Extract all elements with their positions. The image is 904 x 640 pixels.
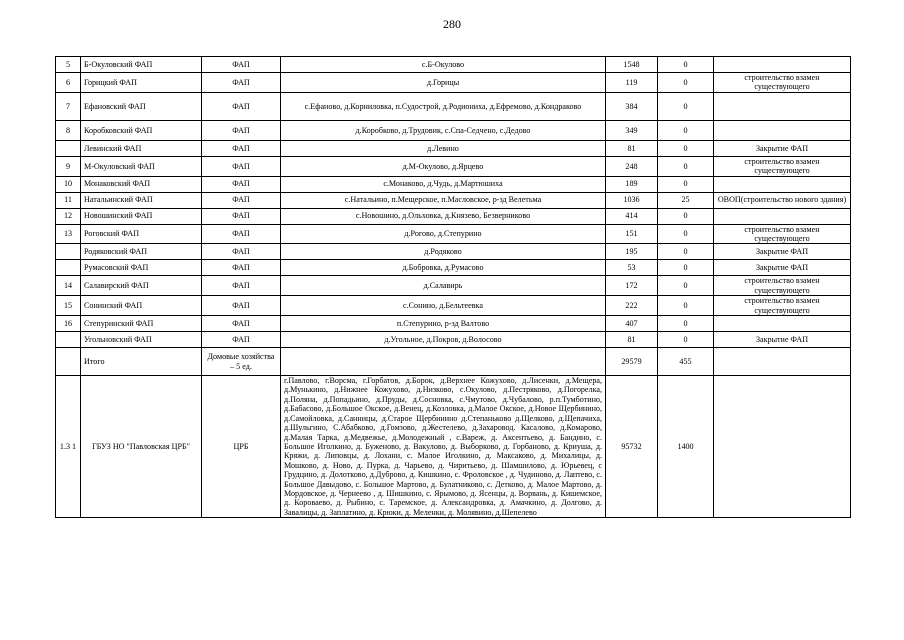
population: 95732 (606, 376, 658, 518)
row-number: 14 (56, 276, 81, 296)
table-row (56, 276, 851, 296)
served-settlements: д.Рогово, д.Степурино (281, 224, 606, 244)
facility-type: ФАП (202, 316, 281, 332)
facilities-table (55, 56, 851, 518)
children-count: 0 (658, 92, 714, 120)
children-count: 25 (658, 192, 714, 208)
table-row (56, 57, 851, 73)
table-row (56, 208, 851, 224)
population: 384 (606, 92, 658, 120)
served-settlements: с.Монаково, д.Чудь, д.Мартюшиха (281, 176, 606, 192)
served-settlements: д.Угольное, д.Покров, д.Волосово (281, 332, 606, 348)
note: Закрытие ФАП (714, 260, 851, 276)
served-settlements: п.Степурино, р-зд Валтово (281, 316, 606, 332)
children-count: 0 (658, 296, 714, 316)
table-row (56, 332, 851, 348)
note: Закрытие ФАП (714, 140, 851, 156)
children-count: 1400 (658, 376, 714, 518)
row-number (56, 140, 81, 156)
facility-type: ФАП (202, 276, 281, 296)
facility-name: Румасовский ФАП (81, 260, 202, 276)
served-settlements (281, 348, 606, 376)
facility-name: Натальинский ФАП (81, 192, 202, 208)
facility-name: Родяковский ФАП (81, 244, 202, 260)
facility-type: ФАП (202, 224, 281, 244)
served-settlements: с.Ефаново, д.Корниловка, п.Судострой, д.Родиониха, д.Ефремово, д.Кондраково (281, 92, 606, 120)
row-number (56, 244, 81, 260)
row-number: 13 (56, 224, 81, 244)
table-row (56, 140, 851, 156)
facility-name: Новошинский ФАП (81, 208, 202, 224)
children-count: 0 (658, 156, 714, 176)
note: Закрытие ФАП (714, 332, 851, 348)
table-row (56, 92, 851, 120)
facility-name: Угольновский ФАП (81, 332, 202, 348)
children-count: 0 (658, 57, 714, 73)
population: 1036 (606, 192, 658, 208)
row-number: 16 (56, 316, 81, 332)
note: ОВОП(строительство нового здания) (714, 192, 851, 208)
note (714, 376, 851, 518)
table-row (56, 244, 851, 260)
total-row (56, 348, 851, 376)
facility-name: Горицкий ФАП (81, 73, 202, 93)
population: 81 (606, 332, 658, 348)
row-number: 9 (56, 156, 81, 176)
facility-name: Салавирский ФАП (81, 276, 202, 296)
served-settlements: д.Левино (281, 140, 606, 156)
table-row (56, 260, 851, 276)
served-settlements: с.Б-Окулово (281, 57, 606, 73)
table-body (56, 57, 851, 518)
facility-type: ФАП (202, 57, 281, 73)
note: строительство взамен существующего (714, 296, 851, 316)
row-number: 12 (56, 208, 81, 224)
table-row (56, 316, 851, 332)
children-count: 0 (658, 176, 714, 192)
facility-name: Ефановский ФАП (81, 92, 202, 120)
note: строительство взамен существующего (714, 276, 851, 296)
population: 414 (606, 208, 658, 224)
served-settlements: д.Салавирь (281, 276, 606, 296)
population: 407 (606, 316, 658, 332)
note (714, 176, 851, 192)
facility-type: ФАП (202, 192, 281, 208)
row-number: 6 (56, 73, 81, 93)
population: 1548 (606, 57, 658, 73)
table-row (56, 73, 851, 93)
note (714, 57, 851, 73)
served-settlements: д.Бобровка, д.Румасово (281, 260, 606, 276)
note: Закрытие ФАП (714, 244, 851, 260)
children-count: 0 (658, 332, 714, 348)
population: 81 (606, 140, 658, 156)
row-number: 5 (56, 57, 81, 73)
facility-type: ФАП (202, 332, 281, 348)
population: 222 (606, 296, 658, 316)
children-count: 0 (658, 120, 714, 140)
facility-name: Левинский ФАП (81, 140, 202, 156)
facility-type: ФАП (202, 92, 281, 120)
row-number: 7 (56, 92, 81, 120)
served-settlements: с.Сонино, д.Бельтеевка (281, 296, 606, 316)
row-number: 1.3 1 (56, 376, 81, 518)
page-number: 280 (443, 17, 461, 31)
row-number: 15 (56, 296, 81, 316)
population: 172 (606, 276, 658, 296)
table-row (56, 176, 851, 192)
population: 195 (606, 244, 658, 260)
facility-name: Коробковский ФАП (81, 120, 202, 140)
note (714, 120, 851, 140)
served-settlements: с.Натальино, п.Мещерское, п.Масловское, р-зд Велетьма (281, 192, 606, 208)
children-count: 0 (658, 208, 714, 224)
row-number (56, 260, 81, 276)
facility-type: ФАП (202, 140, 281, 156)
children-count: 0 (658, 244, 714, 260)
facility-type: ФАП (202, 260, 281, 276)
note: строительство взамен существующего (714, 73, 851, 93)
children-count: 0 (658, 260, 714, 276)
row-number (56, 332, 81, 348)
table-row (56, 296, 851, 316)
facility-name: ГБУЗ НО "Павловская ЦРБ" (81, 376, 202, 518)
total-children: 455 (658, 348, 714, 376)
facility-type: ФАП (202, 244, 281, 260)
facility-name: Монаковский ФАП (81, 176, 202, 192)
children-count: 0 (658, 140, 714, 156)
total-label: Итого (81, 348, 202, 376)
facility-type: ФАП (202, 120, 281, 140)
facility-type: ФАП (202, 176, 281, 192)
note (714, 348, 851, 376)
population: 248 (606, 156, 658, 176)
facility-name: М-Окуловский ФАП (81, 156, 202, 176)
row-number: 10 (56, 176, 81, 192)
note: строительство взамен существующего (714, 156, 851, 176)
table-row (56, 120, 851, 140)
crb-row (56, 376, 851, 518)
row-number: 11 (56, 192, 81, 208)
served-settlements: д.Родяково (281, 244, 606, 260)
facility-type: ФАП (202, 156, 281, 176)
note: строительство взамен существующего (714, 224, 851, 244)
served-settlements: г.Павлово, г.Ворсма, г.Горбатов, д.Борок, д.Верхнее Кожухово, д.Лисенки, д.Мещера, д.Мунькино, д.Нижнее Кожухово, д.Низково, с.Окулово, д.Пестряково, д.Погорелка, д.Поляна, д.Попадьино, д.Пруды, д.Сосновка, с.Чмутово, д.Чубалово, р.п.Тумботино, д.Бабасово, д.Большое Окское, д.Венец, д.Козловка, д.Малое Окское, д.Новое Щербинино, д.Самойловка, д.Санницы, д.Старое Щербинино д.Степаньково д.Щелково, д.Щепачиха, д.Шульгино, С.Абабково, д.Гомзово, д.Жестелево, д.Захаровод. Касалово, д.Комарово, д.Малая Тарка, д.Медвежье, д.Молодежный , с.Вареж, д. Аксентьево, д. Бандино, с. Большое Иголкино, д. Буженово, д. Вакулово, д. Выборково, д. Горбаново, д. Криуша, д. Кряжи, д. Липовцы, д. Лохани, с. Малое Иголкино, д. Максаково, д. Михалицы, д. Мошково, д. Ново, д. Пурка, д. Чарьево, д. Чиритьево, д. Шамшилово, д. Юрьевец, с Грудцино, д. Долотково, д.Дуброво, д. Кишкино, с. Фроловское , д. Чудиново, д. Лаптево, с. Большое Давыдово, с. Большое Мартово, д. Булатниково, с. Детково, д. Малое Мартово, д. Мордовское, д. Чернеево , д. Шишкино, с. Ярымово, д. Ясенцы, д. Ворвань, д. Кишемское, д. Короваево, д. Рыбино, с. Таремское, д. Александровка, д. Амачкино, д. Долгово, д. Завалицы, д. Заплатино, д. Крюки, д. Меленки, д. Молявино, д.Шепелево (281, 376, 606, 518)
facility-type: ФАП (202, 296, 281, 316)
children-count: 0 (658, 316, 714, 332)
served-settlements: с.Новошино, д.Ольховка, д.Князево, Безверниково (281, 208, 606, 224)
population: 119 (606, 73, 658, 93)
total-type: Домовые хозяйства – 5 ед. (202, 348, 281, 376)
population: 151 (606, 224, 658, 244)
facility-name: Сонинский ФАП (81, 296, 202, 316)
facility-name: Степуринский ФАП (81, 316, 202, 332)
table-row (56, 224, 851, 244)
total-population: 29579 (606, 348, 658, 376)
facility-type: ЦРБ (202, 376, 281, 518)
population: 349 (606, 120, 658, 140)
children-count: 0 (658, 276, 714, 296)
served-settlements: д.М-Окулово, д.Ярцево (281, 156, 606, 176)
served-settlements: д.Коробково, д.Трудовик, с.Спа-Седчено, с.Дедово (281, 120, 606, 140)
table-row (56, 192, 851, 208)
facility-name: Б-Окуловский ФАП (81, 57, 202, 73)
row-number: 8 (56, 120, 81, 140)
row-number (56, 348, 81, 376)
population: 189 (606, 176, 658, 192)
facility-type: ФАП (202, 73, 281, 93)
note (714, 208, 851, 224)
table-row (56, 156, 851, 176)
served-settlements: д.Горицы (281, 73, 606, 93)
facility-name: Роговский ФАП (81, 224, 202, 244)
facility-type: ФАП (202, 208, 281, 224)
children-count: 0 (658, 73, 714, 93)
children-count: 0 (658, 224, 714, 244)
note (714, 316, 851, 332)
population: 53 (606, 260, 658, 276)
note (714, 92, 851, 120)
